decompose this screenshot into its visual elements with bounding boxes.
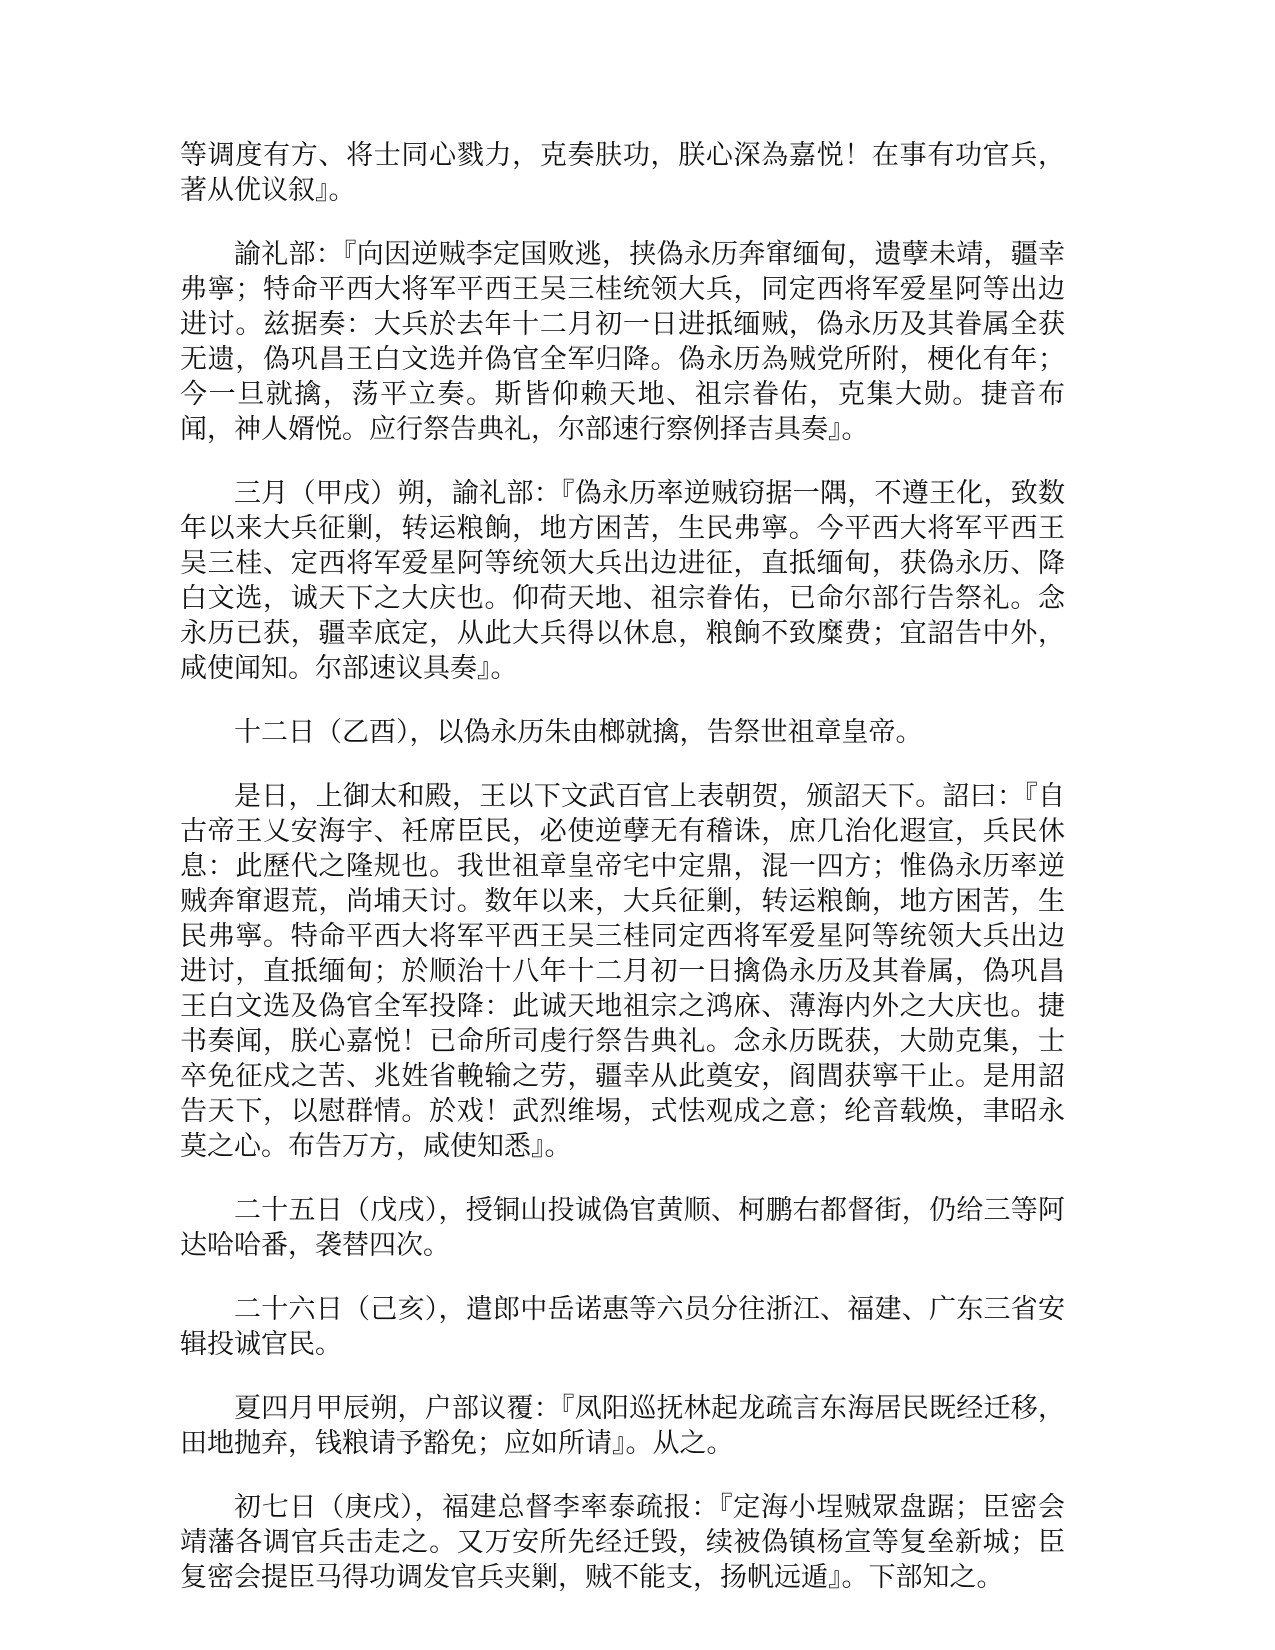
paragraph-twenty-sixth-day: 二十六日（己亥），遣郎中岳诺惠等六员分往浙江、福建、广东三省安辑投诚官民。: [180, 1294, 1065, 1360]
paragraph-twenty-fifth-day: 二十五日（戊戌），授铜山投诚偽官黄顺、柯鹏右都督街，仍给三等阿达哈哈番，袭替四次。: [180, 1195, 1065, 1261]
paragraph-fourth-month: 夏四月甲辰朔，户部议覆：『凤阳巡抚林起龙疏言东海居民既经迁移，田地抛弃，钱粮请予豁免；应如所请』。从之。: [180, 1393, 1065, 1459]
paragraph-third-month: 三月（甲戌）朔，諭礼部：『偽永历率逆贼窃据一隅，不遵王化，致数年以来大兵征剿，转运粮餉，地方困苦，生民弗寧。今平西大将军平西王吴三桂、定西将军爱星阿等统领大兵出边进征，直抵缅甸，获偽永历、降白文选，诚天下之大庆也。仰荷天地、祖宗眷佑，已命尔部行告祭礼。念永历已获，疆幸底定，从此大兵得以休息，粮餉不致糜费；宜詔告中外，咸使闻知。尔部速议具奏』。: [180, 478, 1065, 684]
paragraph-twelfth-day: 十二日（乙酉），以偽永历朱由榔就擒，告祭世祖章皇帝。: [234, 717, 923, 748]
paragraph-seventh-day: 初七日（庚戌），福建总督李率泰疏报：『定海小埕贼眾盘踞；臣密会靖藩各调官兵击走之。又万安所先经迁毁，续被偽镇杨宣等复垒新城；臣复密会提臣马得功调发官兵夹剿，贼不能支，扬帆远遁』。下部知之。: [180, 1492, 1065, 1593]
paragraph-imperial-proclamation: 是日，上御太和殿，王以下文武百官上表朝贺，颁詔天下。詔曰：『自古帝王乂安海宇、衽席臣民，必使逆孽无有稽诛，庶几治化遐宣，兵民休息：此歷代之隆规也。我世祖章皇帝宅中定鼎，混一四方；惟偽永历率逆贼奔窜遐荒，尚埔天讨。数年以来，大兵征剿，转运粮餉，地方困苦，生民弗寧。特命平西大将军平西王吴三桂同定西将军爱星阿等统领大兵出边进讨，直抵缅甸；於顺治十八年十二月初一日擒偽永历及其眷属，偽巩昌王白文选及偽官全军投降：此诚天地祖宗之鸿庥、薄海内外之大庆也。捷书奏闻，朕心嘉悦！已命所司虔行祭告典礼。念永历既获，大勋克集，士卒免征戍之苦、兆姓省輓输之劳，疆幸从此奠安，阎閭获寧干止。是用詔告天下，以慰群情。於戏！武烈维埸，式怯观成之意；纶音载焕，聿昭永莫之心。布告万方，咸使知悉』。: [180, 781, 1065, 1162]
paragraph-continuation: 等调度有方、将士同心戮力，克奏肤功，朕心深為嘉悦！在事有功官兵，著从优议叙』。: [180, 140, 1065, 206]
document-page: [180, 138, 1065, 1624]
paragraph-edict-ministry-of-rites: 諭礼部：『向因逆贼李定国败逃，挟偽永历奔窜缅甸，遗孽未靖，疆幸弗寧；特命平西大将军平西王吴三桂统领大兵，同定西将军爱星阿等出边进讨。兹据奏：大兵於去年十二月初一日进抵缅贼，偽永历及其眷属全获无遗，偽巩昌王白文选并偽官全军归降。偽永历為贼党所附，梗化有年；今一旦就擒，荡平立奏。斯皆仰赖天地、祖宗眷佑，克集大勋。捷音布闻，神人婿悦。应行祭告典礼，尔部速行察例择吉具奏』。: [180, 239, 1065, 445]
